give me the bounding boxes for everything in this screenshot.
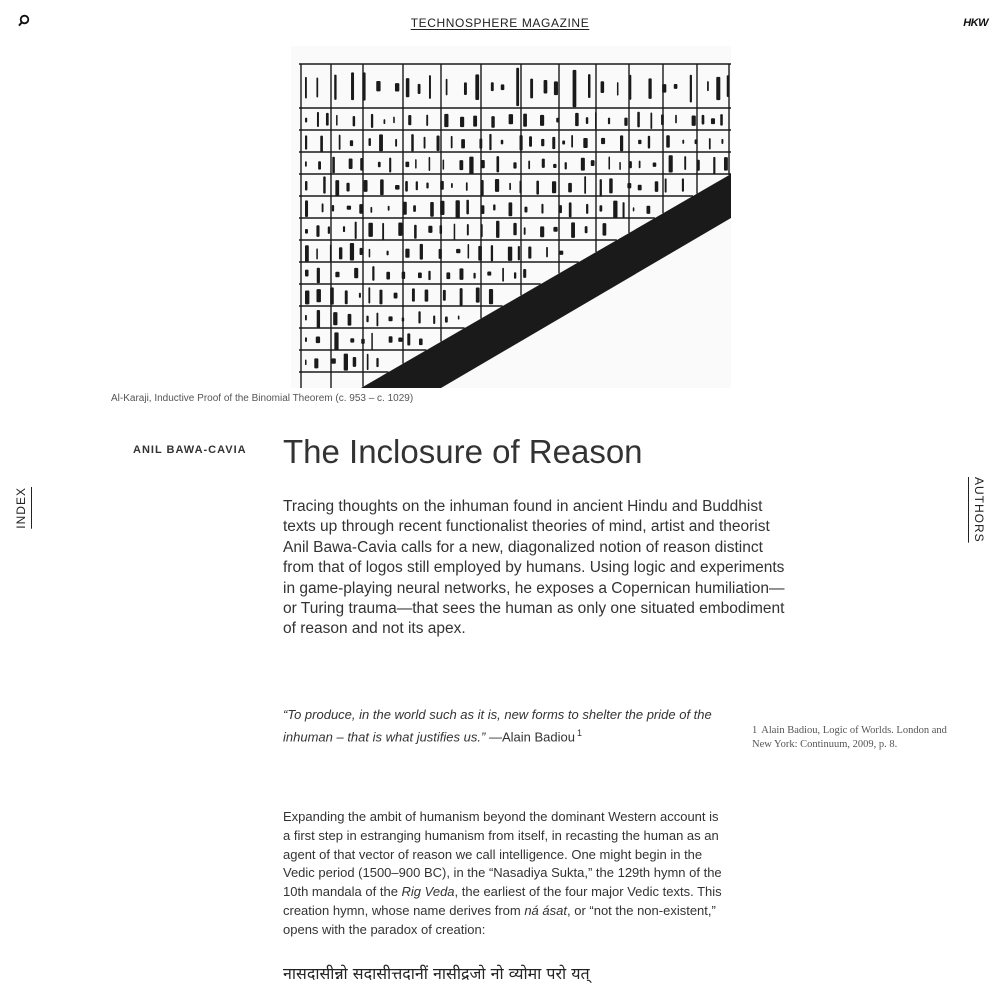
article-lead: Tracing thoughts on the inhuman found in ancient Hindu and Buddhist texts up through recent functionalist theories of mind, artist and theorist Anil Bawa-Cavia calls for a new, diagonalized notion of reason distinct from that of logos still employed by humans. Using logic and experiments in game-playing neural networks, he exposes a Copernican humiliation—or Turing trauma—that sees the human as only one situated embodiment of reason and not its apex. xyxy=(283,498,785,638)
site-title-link[interactable]: TECHNOSPHERE MAGAZINE xyxy=(410,16,590,30)
authors-tab[interactable]: AUTHORS xyxy=(972,477,986,543)
epigraph-quote: “To produce, in the world such as it is, new forms to shelter the pride of the inhuman – that is what justifies us.” xyxy=(283,707,712,745)
binomial-manuscript-image xyxy=(291,46,731,388)
hkw-logo[interactable]: HKW xyxy=(963,17,988,29)
site-title xyxy=(0,16,1000,30)
article-author[interactable]: ANIL BAWA-CAVIA xyxy=(133,444,247,456)
epigraph xyxy=(283,705,723,746)
body-text-part-b: , the earliest of the four major Vedic texts. This creation hymn, whose name derives from xyxy=(283,884,722,918)
body-text-part-c: , or “not the non-existent,” opens with the paradox of creation: xyxy=(283,902,716,937)
footnote-text: Alain Badiou, Logic of Worlds. London and New York: Continuum, 2009, p. 8. xyxy=(752,725,947,750)
body-paragraph-1 xyxy=(283,808,728,940)
hero-caption: Al-Karaji, Inductive Proof of the Binomial Theorem (c. 953 – c. 1029) xyxy=(111,393,414,404)
body-text-part-a: Expanding the ambit of humanism beyond the dominant Western account is a first step in estranging humanism from itself, in recasting the human as an agent of that vector of reason we call intelligence. One might begin in the Vedic period (1500–900 BC), in the “Nasadiya Sukta,” the 129th hymn of the 10th mandala of the xyxy=(283,809,722,900)
footnote-1 xyxy=(752,724,952,751)
footnote-number: 1 xyxy=(752,725,758,736)
footnote-ref-1[interactable]: 1 xyxy=(576,728,582,738)
epigraph-attribution: —Alain Badiou xyxy=(485,729,575,745)
article-title: The Inclosure of Reason xyxy=(283,433,643,470)
rig-veda-title: Rig Veda xyxy=(401,884,455,900)
hero-image xyxy=(291,46,731,388)
sanskrit-verse: नासदासीन्नो सदासीत्तदानीं नासीद्रजो नो व्योमा परो यत् xyxy=(283,964,590,983)
top-bar xyxy=(0,0,1000,46)
index-tab[interactable]: INDEX xyxy=(14,487,28,529)
na-asat-term: ná ásat xyxy=(524,902,567,918)
